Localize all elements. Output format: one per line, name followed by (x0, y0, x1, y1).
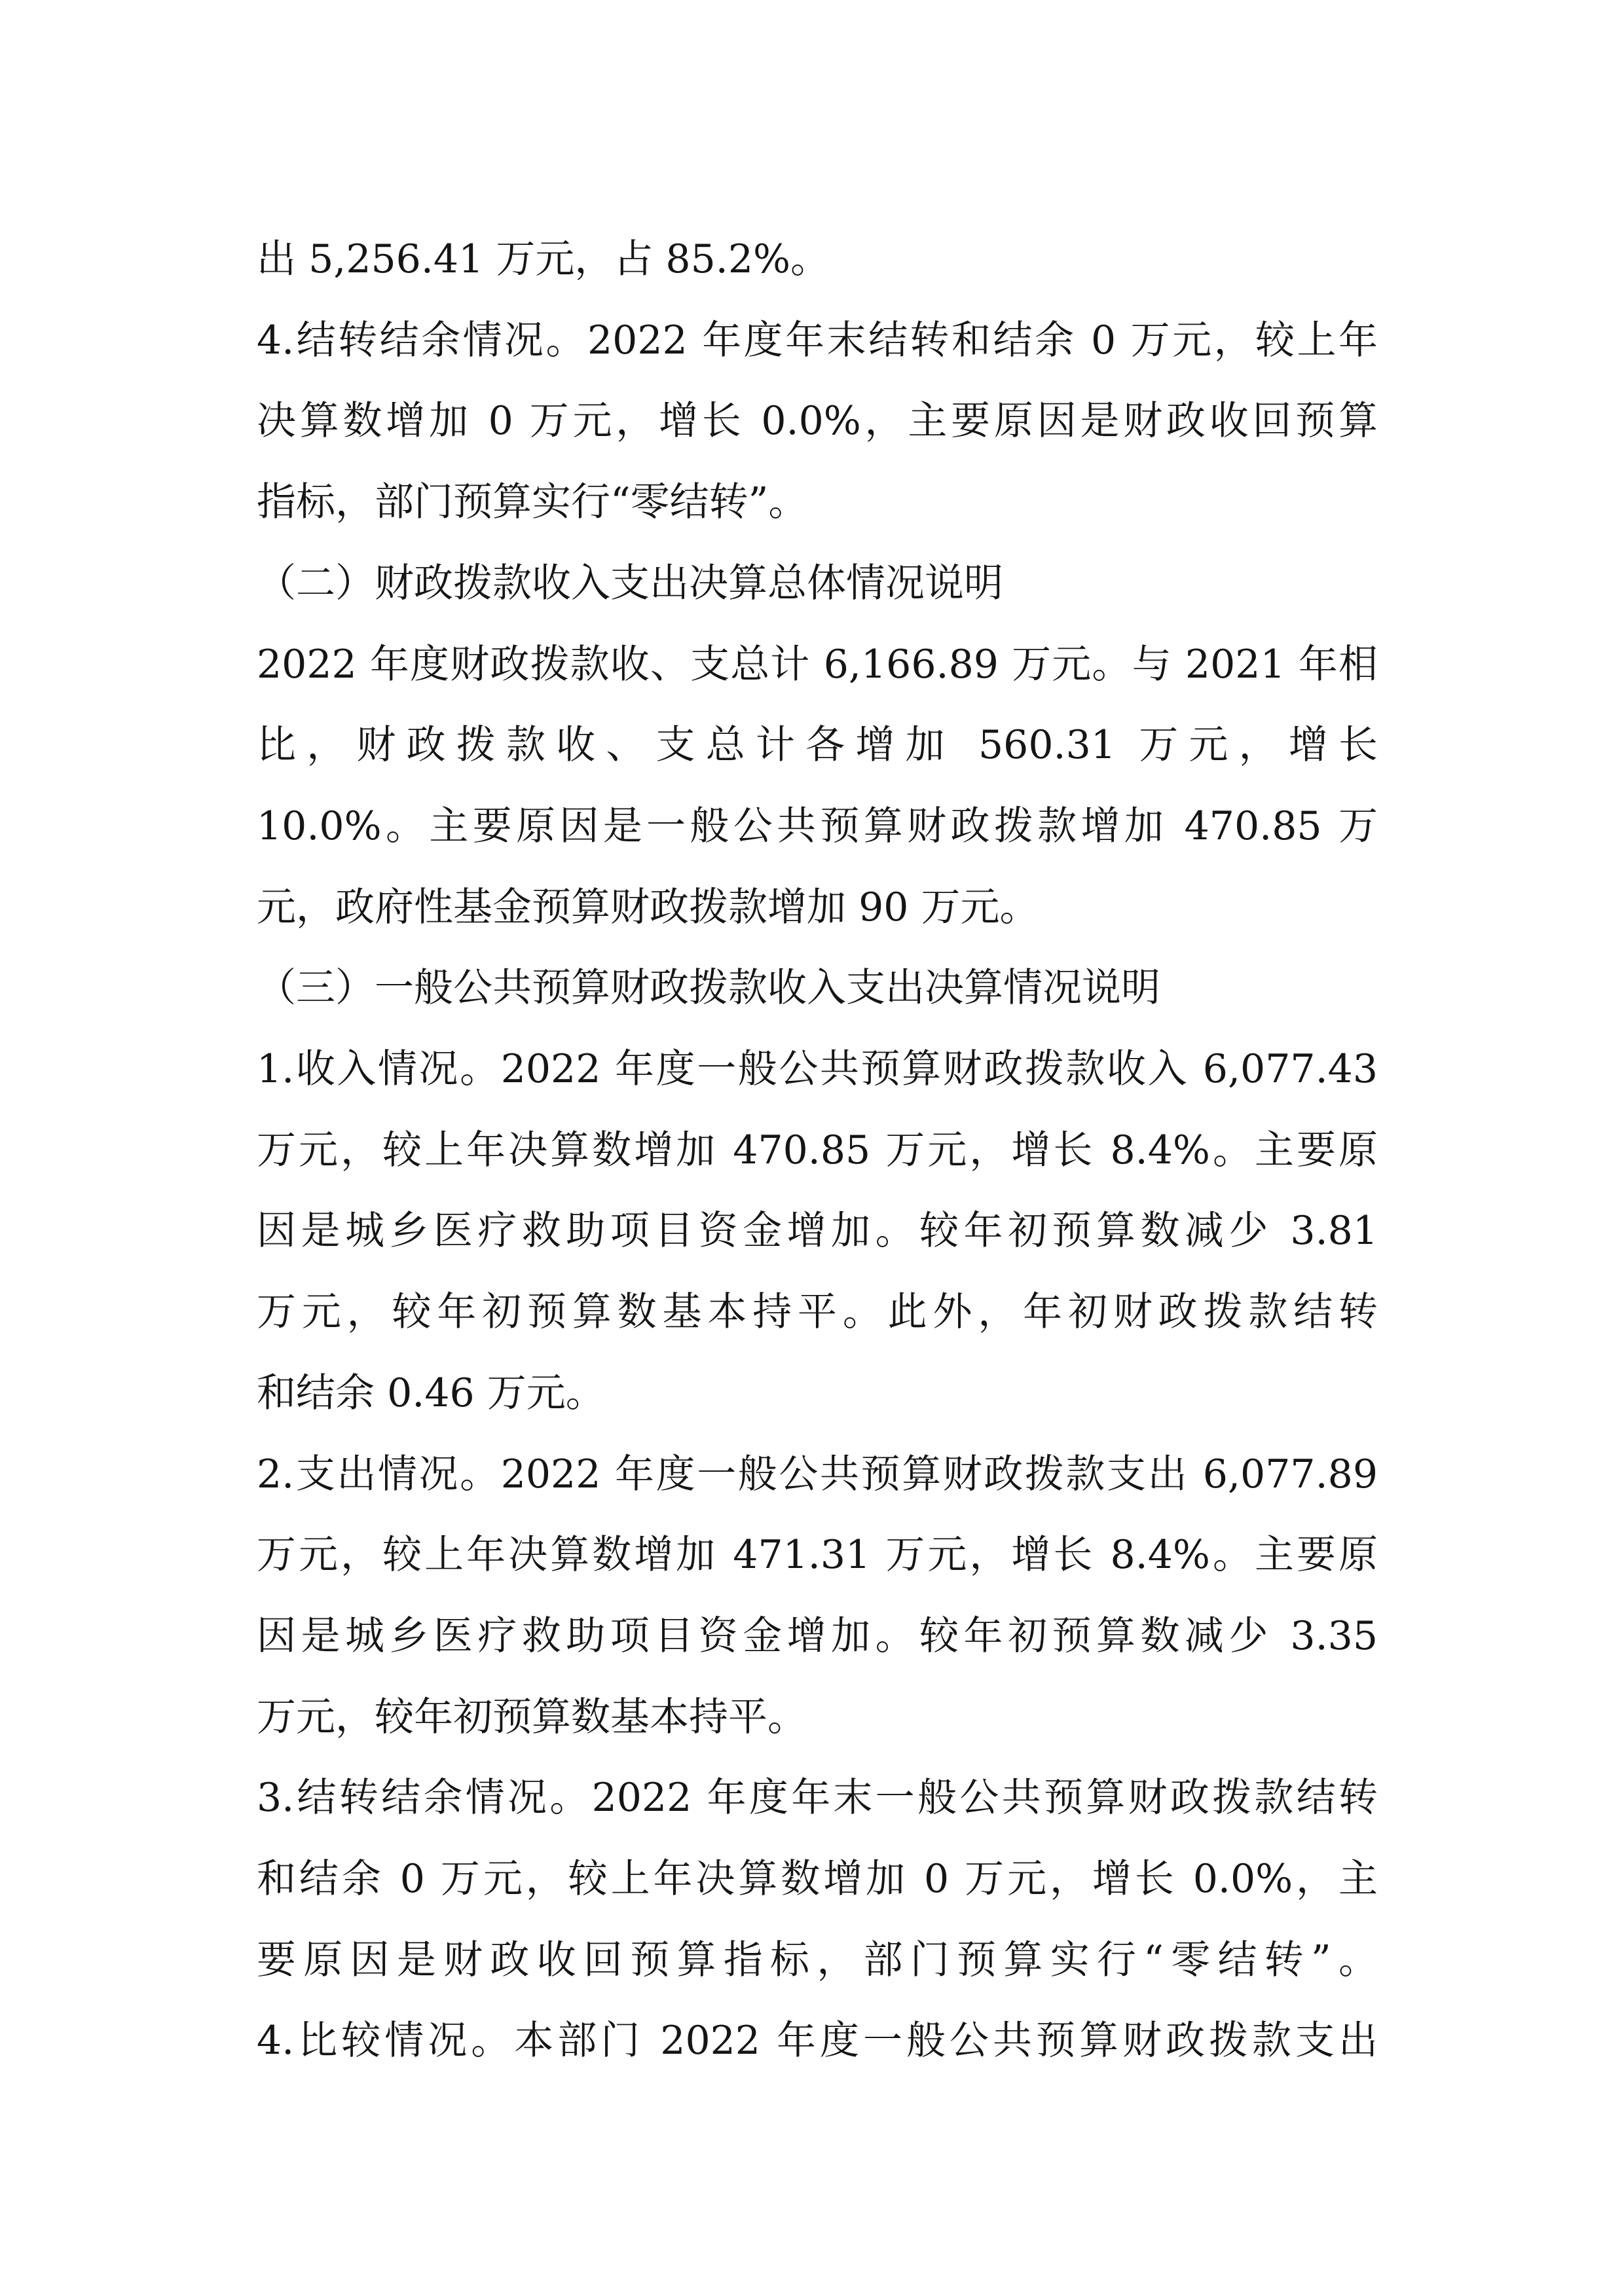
paragraph-line: 万元，较年初预算数基本持平。 (257, 1694, 807, 1740)
paragraph-line: 出 5,256.41 万元，占 85.2%。 (257, 236, 830, 282)
paragraph-line: 4.结转结余情况。2022 年度年末结转和结余 0 万元，较上年 (257, 318, 1378, 363)
paragraph-line: 因是城乡医疗救助项目资金增加。较年初预算数减少 3.35 (257, 1613, 1378, 1659)
section-heading-2: （二）财政拨款收入支出决算总体情况说明 (257, 560, 1003, 606)
paragraph-line: 比，财政拨款收、支总计各增加 560.31 万元，增长 (257, 722, 1378, 768)
paragraph-line: 10.0%。主要原因是一般公共预算财政拨款增加 470.85 万 (257, 803, 1378, 849)
paragraph-line: 3.结转结余情况。2022 年度年末一般公共预算财政拨款结转 (257, 1775, 1378, 1821)
paragraph-line: 因是城乡医疗救助项目资金增加。较年初预算数减少 3.81 (257, 1208, 1378, 1254)
paragraph-line: 万元，较上年决算数增加 471.31 万元，增长 8.4%。主要原 (257, 1532, 1378, 1578)
paragraph-line: 2022 年度财政拨款收、支总计 6,166.89 万元。与 2021 年相 (257, 642, 1378, 687)
paragraph-line: 指标，部门预算实行“零结转”。 (257, 479, 808, 525)
section-heading-3: （三）一般公共预算财政拨款收入支出决算情况说明 (257, 965, 1160, 1011)
paragraph-line: 万元，较年初预算数基本持平。此外，年初财政拨款结转 (257, 1289, 1378, 1335)
paragraph-line: 1.收入情况。2022 年度一般公共预算财政拨款收入 6,077.43 (257, 1046, 1378, 1092)
paragraph-line: 和结余 0.46 万元。 (257, 1370, 605, 1416)
paragraph-line: 2.支出情况。2022 年度一般公共预算财政拨款支出 6,077.89 (257, 1451, 1378, 1497)
paragraph-line: 决算数增加 0 万元，增长 0.0%，主要原因是财政收回预算 (257, 398, 1378, 444)
paragraph-line: 元，政府性基金预算财政拨款增加 90 万元。 (257, 884, 1039, 930)
paragraph-line: 4.比较情况。本部门 2022 年度一般公共预算财政拨款支出 (257, 2018, 1378, 2064)
paragraph-line: 要原因是财政收回预算指标，部门预算实行“零结转”。 (257, 1937, 1378, 1983)
paragraph-line: 和结余 0 万元，较上年决算数增加 0 万元，增长 0.0%，主 (257, 1856, 1378, 1902)
paragraph-line: 万元，较上年决算数增加 470.85 万元，增长 8.4%。主要原 (257, 1127, 1378, 1173)
